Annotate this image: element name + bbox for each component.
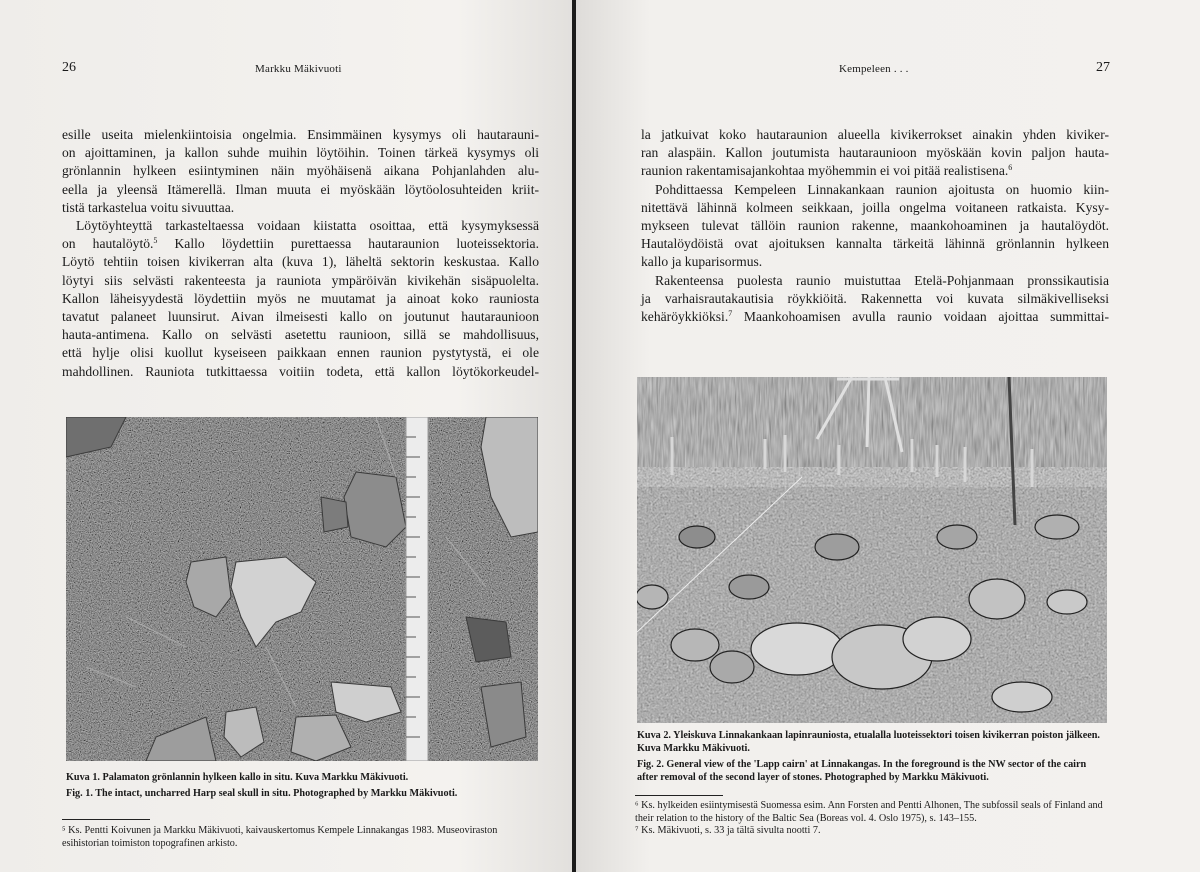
footnote-5 [62, 825, 542, 850]
text: Maankohoamisen avulla raunio voidaan ajoittaa summittai- [732, 309, 1109, 325]
line [62, 235, 539, 253]
line: kallo ja kuparisormus. [641, 254, 763, 270]
text: on hautalöytö. [62, 236, 154, 252]
photo-cairn [637, 377, 1107, 723]
line: mahdollinen. Rauniota tutkittaessa voitiin todeta, että kallon löytökorkeudel- [62, 363, 539, 379]
running-head-left: Markku Mäkivuoti [255, 63, 342, 75]
line: nitettävä lähinnä kolmeen seikkaan, joilla ongelma voitaneen ratkaista. Kysy- [641, 199, 1109, 215]
footnote-ref[interactable]: 5 [153, 236, 158, 246]
line: Pohdittaessa Kempeleen Linnakankaan raunion ajoitusta on huomio kiin- [655, 181, 1109, 197]
line: tavatut palaneet luunsirut. Aivan ilmeisesti kallo on joutunut hautaraunioon [62, 309, 539, 325]
footnotes-right [635, 800, 1110, 838]
caption-figure-2 [637, 729, 1109, 787]
line [641, 162, 1109, 180]
photo-seal-skull [66, 417, 538, 761]
caption-fi: Kuva 1. Palamaton grönlannin hylkeen kallo in situ. Kuva Markku Mäkivuoti. [66, 772, 409, 783]
running-head-right: Kempeleen . . . [839, 63, 909, 75]
right-page [576, 0, 1200, 872]
left-body-text [62, 126, 539, 381]
page-number-left: 26 [62, 60, 76, 75]
photo-cairn-image [637, 377, 1107, 723]
text: raunion rakentamisajankohtaa myöhemmin ei voi pitää realistisena. [641, 163, 1009, 179]
line: eella ja yleensä Itämerellä. Ilman muuta ei myöskään löytöolosuhteiden kriit- [62, 181, 539, 197]
line: ja varhaisrautakautisia röykkiöitä. Rakennetta voi kuvata silmäkivelliseksi [641, 290, 1109, 306]
line: on ajoittaminen, ja kallon suhde muihin löytöihin. Toinen tärkeä kysymys oli [62, 145, 539, 161]
footnote-ref[interactable]: 7 [728, 309, 733, 319]
line: Kallon läheisyydestä löydettiin myös ne muutamat ja ainoat koko rauniosta [62, 290, 539, 306]
line [641, 308, 1109, 326]
page-number-right: 27 [1096, 60, 1110, 75]
footnote-6: ⁶ Ks. hylkeiden esiintymisestä Suomessa esim. Ann Forsten and Pentti Alhonen, The subfossil seals of Finland and their relation to the history of the Baltic Sea (Boreas vol. 4. Oslo 1975), s. 143–155. [635, 800, 1103, 824]
footnote-rule [62, 819, 150, 820]
line: tistä tarkastelua voitu sivuuttaa. [62, 199, 235, 215]
line: Rakenteensa puolesta raunio muistuttaa Etelä-Pohjanmaan pronssikautisia [655, 272, 1109, 288]
caption-en: Fig. 1. The intact, uncharred Harp seal skull in situ. Photographed by Markku Mäkivuoti. [66, 788, 458, 799]
caption-en: Fig. 2. General view of the 'Lapp cairn' at Linnakangas. In the foreground is the NW sector of the cairn after removal of the second layer of stones. Photographed by Markku Mäkivuoti. [637, 759, 1087, 783]
line: löytyi siis selvästi rakenteesta ja rauniota ympäröivän kivikehän sisäpuolelta. [62, 272, 539, 288]
line: Löytöyhteyttä tarkasteltaessa voidaan kiistatta osoittaa, että kysymyksessä [76, 218, 539, 234]
line: että hylje olisi kuollut kyseiseen paikkaan ennen raunion pystytystä, ei ole [62, 345, 539, 361]
footnote-text: ⁵ Ks. Pentti Koivunen ja Markku Mäkivuoti, kaivauskertomus Kempele Linnakangas 1983. Museoviraston esihistorian toimiston topografinen arkisto. [62, 825, 498, 849]
line: la jatkuivat koko hautaraunion alueella kivikerrokset ainakin yhden kiviker- [641, 127, 1109, 142]
caption-figure-1 [66, 771, 538, 803]
footnote-7: ⁷ Ks. Mäkivuoti, s. 33 ja tältä sivulta nootti 7. [635, 825, 821, 836]
line: Hautalöydöistä ovat ajoituksen kannalta tärkeitä lähinnä grönlannin hylkeen [641, 236, 1109, 252]
line: grönlannin hylkeen esiintyminen näin myöhäisenä aikana Pohjanlahden alu- [62, 163, 539, 179]
right-body-text [641, 126, 1109, 326]
text: Kallo löydettiin purettaessa hautaraunion luoteissektoria. [157, 236, 539, 252]
line: ran alaspäin. Kallon joutumista hautaraunioon myöskään kovin paljon hauta- [641, 145, 1109, 161]
line: esille useita mielenkiintoisia ongelmia. Ensimmäinen kysymys oli hautarauni- [62, 127, 539, 142]
line: hauta-antimena. Kallo on selvästi asetettu raunioon, sillä se mahdollisuus, [62, 327, 539, 343]
line: mykseen tulevat tällöin raunion rakenne, maankohoaminen ja hautalöydöt. [641, 218, 1109, 234]
footnote-rule [635, 795, 723, 796]
photo-seal-skull-image [66, 417, 538, 761]
text: kehäröykkiöksi. [641, 309, 729, 325]
footnote-ref[interactable]: 6 [1008, 163, 1013, 173]
caption-fi: Kuva 2. Yleiskuva Linnakankaan lapinrauniosta, etualalla luoteissektori toisen kivikerran poiston jälkeen. Kuva Markku Mäkivuoti. [637, 730, 1100, 754]
line: Löytö tehtiin toisen kivikerran alta (kuva 1), läheltä sektorin keskustaa. Kallo [62, 254, 539, 270]
left-page [0, 0, 572, 872]
